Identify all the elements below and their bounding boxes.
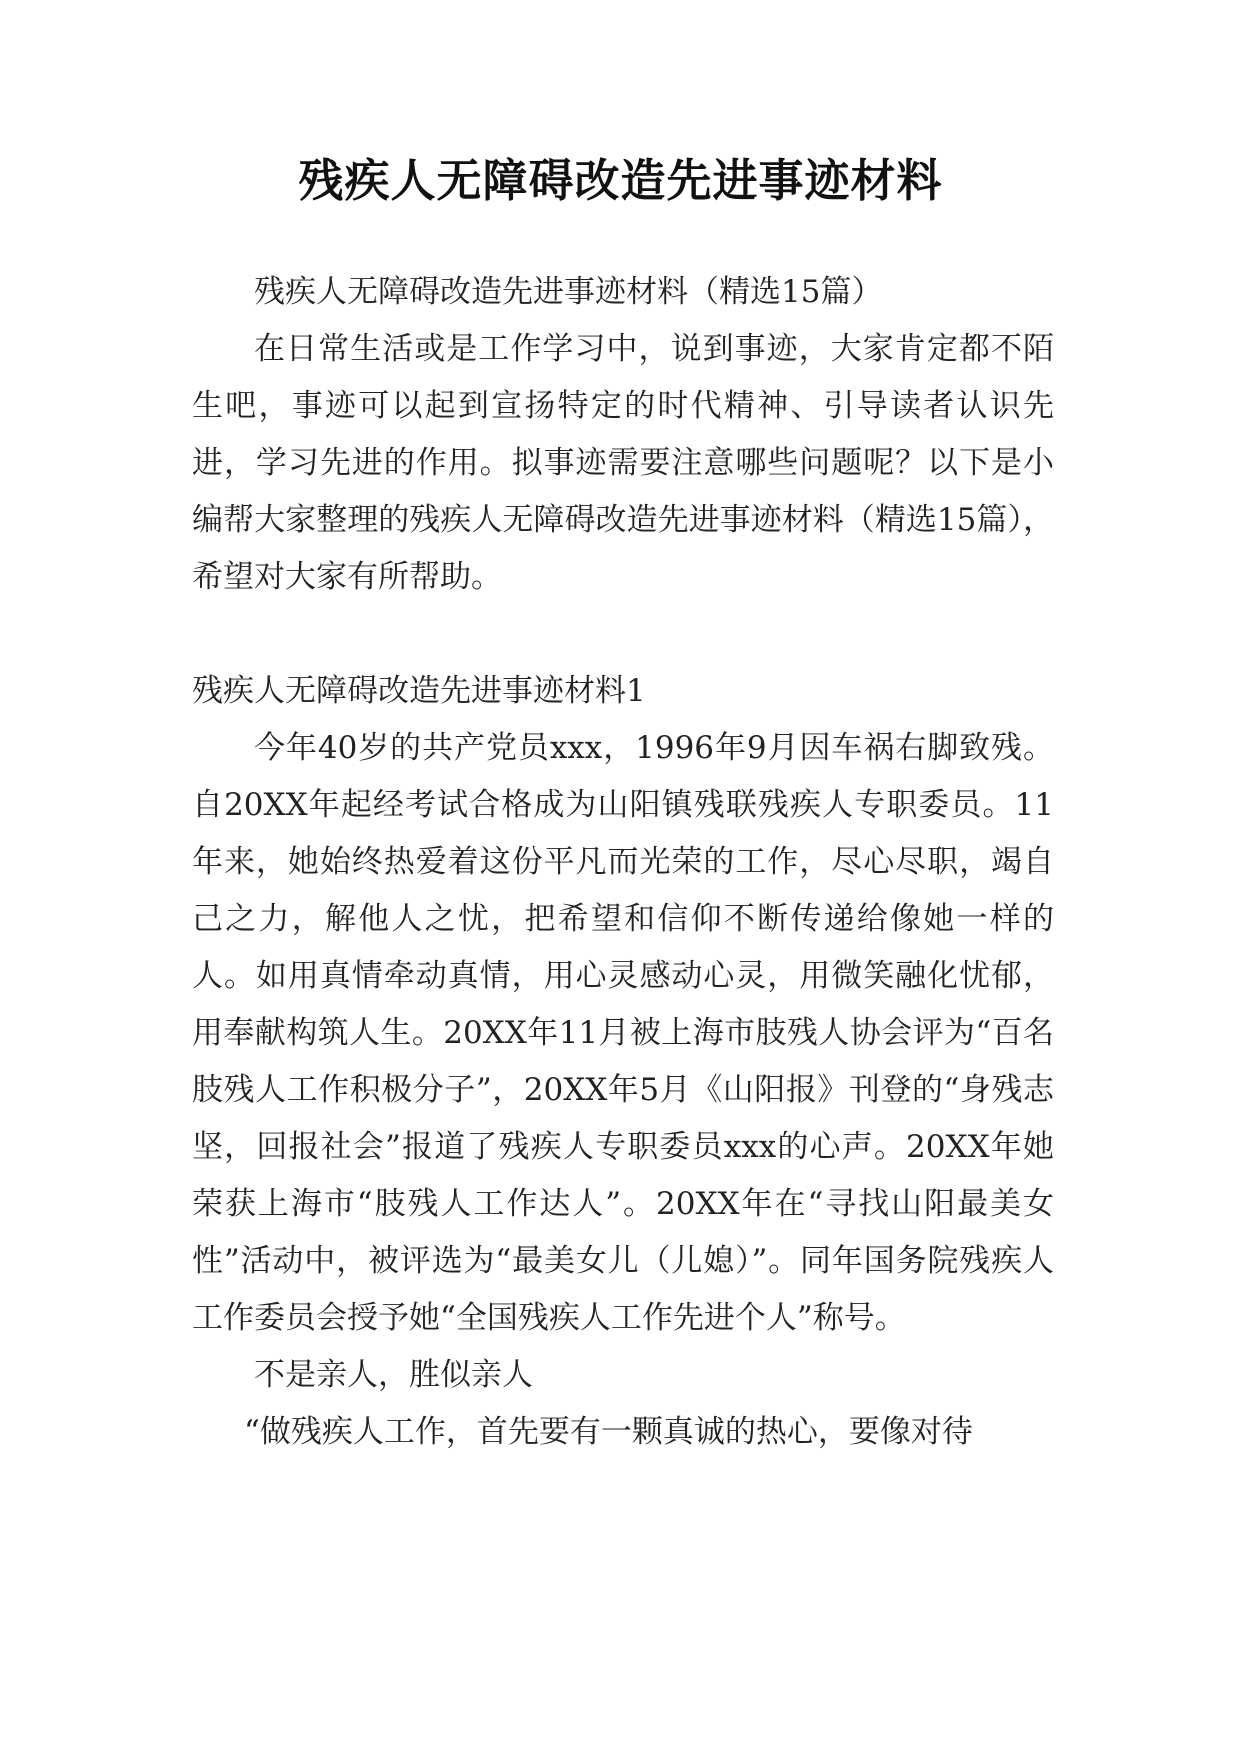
document-subtitle: 残疾人无障碍改造先进事迹材料（精选15篇） (254, 274, 883, 310)
section-paragraph: 今年40岁的共产党员xxx，1996年9月因车祸右脚致残。自20XX年起经考试合格成为山阳镇残联残疾人专职委员。11年来，她始终热爱着这份平凡而光荣的工作，尽心尽职，竭自己之力，解他人之忧，把希望和信仰不断传递给像她一样的人。如用真情牵动真情，用心灵感动心灵，用微笑融化忧郁，用奉献构筑人生。20XX年11月被上海市肢残人协会评为“百名肢残人工作积极分子”，20XX年5月《山阳报》刊登的“身残志坚，回报社会”报道了残疾人专职委员xxx的心声。20XX年她荣获上海市“肢残人工作达人”。20XX年在“寻找山阳最美女性”活动中，被评选为“最美女儿（儿媳）”。同年国务院残疾人工作委员会授予她“全国残疾人工作先进个人”称号。 (192, 730, 1054, 1336)
section-subheading: 不是亲人，胜似亲人 (254, 1357, 533, 1393)
section-heading: 残疾人无障碍改造先进事迹材料1 (192, 673, 646, 709)
document-body (192, 264, 1054, 1461)
document-title: 残疾人无障碍改造先进事迹材料 (298, 154, 943, 207)
intro-paragraph: 在日常生活或是工作学习中，说到事迹，大家肯定都不陌生吧，事迹可以起到宣扬特定的时代精神、引导读者认识先进，学习先进的作用。拟事迹需要注意哪些问题呢？以下是小编帮大家整理的残疾人无障碍改造先进事迹材料（精选15篇），希望对大家有所帮助。 (192, 331, 1054, 595)
section-paragraph-continued: “做残疾人工作，首先要有一颗真诚的热心，要像对待 (244, 1414, 973, 1450)
